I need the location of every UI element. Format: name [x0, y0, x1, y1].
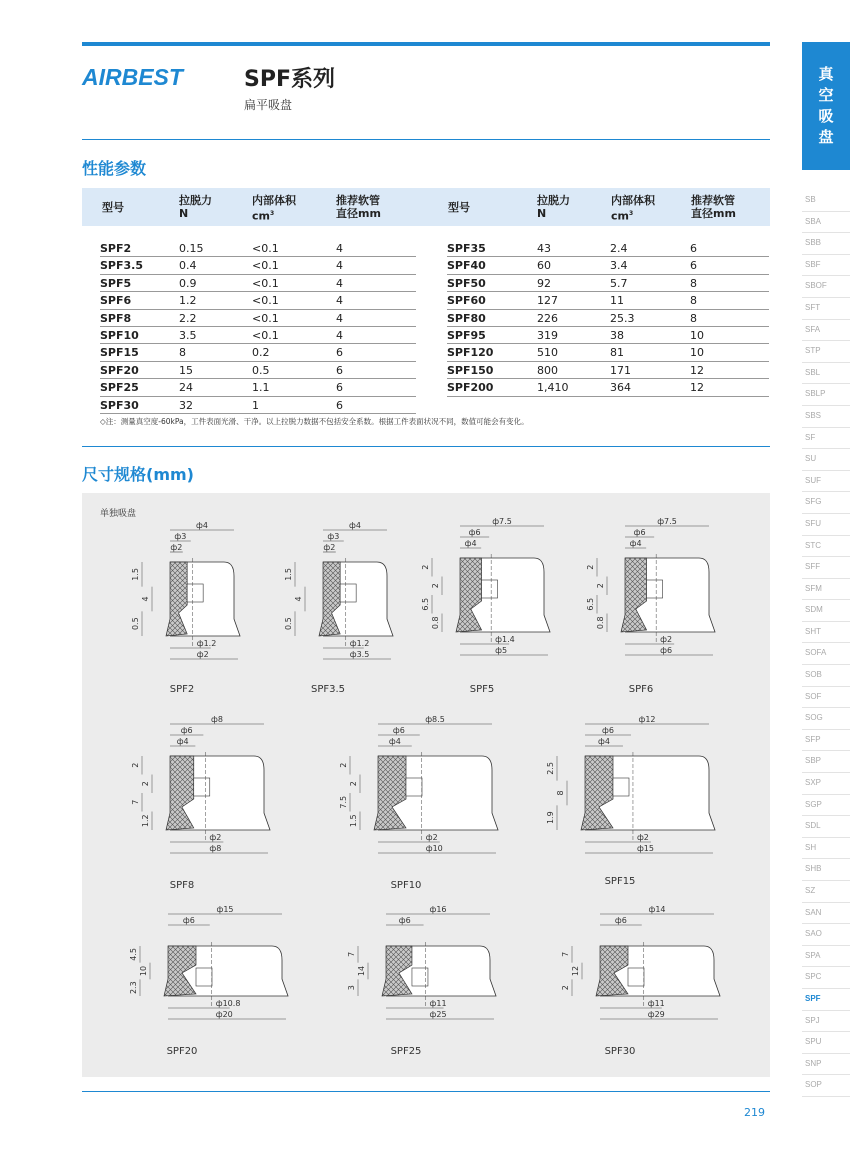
cup-drawing-svg [338, 712, 508, 872]
cell-value: 4 [336, 294, 343, 308]
cell-model: SPF40 [447, 259, 486, 273]
series-index-item[interactable]: SFP [802, 730, 850, 752]
series-index-item[interactable]: SXP [802, 773, 850, 795]
cell-model: SPF15 [100, 346, 139, 360]
cell-value: <0.1 [252, 311, 279, 325]
drawing-spf6 [585, 514, 725, 678]
dim-label: 2 [431, 583, 440, 589]
cell-value: 6 [336, 346, 343, 360]
dim-label: ф25 [429, 1010, 447, 1019]
dim-label: ф6 [392, 726, 405, 735]
drawing-label: SPF30 [604, 1046, 636, 1057]
cell-value: 10 [690, 328, 704, 342]
panel-label: 单独吸盘 [100, 509, 137, 519]
dim-label: 2 [561, 985, 570, 991]
series-index-item[interactable]: SBLP [802, 384, 850, 406]
category-tab-char: 吸 [818, 107, 834, 125]
cup-drawing-svg [130, 518, 250, 678]
cell-value: <0.1 [252, 259, 279, 273]
top-rule [82, 42, 770, 46]
cell-value: 6 [690, 242, 697, 255]
series-index-item[interactable]: STP [802, 341, 850, 363]
drawing-spf8 [130, 712, 280, 876]
dim-label: 2 [586, 564, 595, 570]
series-index-item[interactable]: SZ [802, 881, 850, 903]
cell-model: SPF6 [100, 294, 132, 308]
dim-label: ф6 [660, 646, 673, 655]
dim-label: ф2 [209, 833, 222, 842]
dim-label: 1.5 [131, 567, 140, 581]
series-index-item[interactable]: SB [802, 190, 850, 212]
dim-label: ф6 [602, 726, 614, 735]
dim-label: ф1.4 [495, 635, 515, 644]
dim-label: 10 [139, 965, 148, 977]
drawing-spf20 [128, 902, 298, 1042]
dim-label: 6.5 [421, 597, 430, 611]
col-volume: 内部体积 $cm^3$ [252, 194, 296, 223]
series-index-item[interactable]: SFF [802, 557, 850, 579]
series-index-item[interactable]: SPF [802, 989, 850, 1011]
dim-label: ф5 [495, 646, 508, 655]
cell-value: 8 [690, 294, 697, 308]
series-index-item[interactable]: SOG [802, 708, 850, 730]
dim-label: ф11 [429, 999, 447, 1008]
col-hose: 推荐软管 直径mm [691, 194, 736, 220]
series-index-item[interactable]: SBS [802, 406, 850, 428]
cell-model: SPF120 [447, 346, 494, 360]
series-index-item[interactable]: SDL [802, 816, 850, 838]
cell-value: 8 [690, 276, 697, 290]
dim-label: ф1.2 [196, 639, 217, 648]
series-index-item[interactable]: SHB [802, 859, 850, 881]
cell-value: 800 [537, 363, 558, 377]
cell-value: 0.9 [179, 276, 197, 290]
dim-label: ф2 [323, 543, 336, 552]
series-index-item[interactable]: SU [802, 449, 850, 471]
table-row [100, 240, 416, 257]
drawing-spf25 [346, 902, 506, 1042]
cell-value: 0.15 [179, 242, 204, 255]
drawing-label: SPF20 [166, 1046, 198, 1057]
dim-label: ф4 [176, 737, 189, 746]
table-row [447, 310, 769, 327]
series-index-item[interactable]: SFU [802, 514, 850, 536]
cell-value: <0.1 [252, 242, 279, 255]
table-row [447, 327, 769, 344]
cell-model: SPF60 [447, 294, 486, 308]
dim-label: 2.3 [129, 981, 138, 995]
dim-label: 1.5 [284, 567, 293, 581]
cell-value: 0.5 [252, 363, 270, 377]
cell-value: 1.1 [252, 381, 270, 395]
cell-value: 32 [179, 398, 193, 412]
cell-value: 6 [690, 259, 697, 273]
category-tab[interactable] [802, 42, 850, 170]
series-index-item[interactable]: SFG [802, 492, 850, 514]
cell-model: SPF8 [100, 311, 132, 325]
cell-value: 43 [537, 242, 551, 255]
table-row [447, 257, 769, 274]
table-row [100, 257, 416, 274]
cell-value: 4 [336, 242, 343, 255]
dim-label: 7 [561, 951, 570, 957]
drawing-label: SPF15 [604, 876, 636, 887]
table-row [100, 310, 416, 327]
dim-label: 3 [347, 985, 356, 991]
category-tab-char: 真 [818, 65, 834, 83]
series-index-item[interactable]: STC [802, 536, 850, 558]
dim-label: 1.5 [349, 814, 358, 828]
drawing-spf3.5 [283, 518, 403, 682]
drawing-label: SPF10 [390, 880, 422, 891]
table-row [447, 362, 769, 379]
dim-label: 6.5 [586, 597, 595, 611]
series-index-item[interactable]: SFT [802, 298, 850, 320]
dim-label: 14 [357, 965, 366, 977]
table-row [100, 327, 416, 344]
dim-label: ф8 [209, 844, 222, 853]
dim-label: 2 [596, 583, 605, 589]
section-title-performance: 性能参数 [82, 159, 147, 178]
dim-label: ф6 [398, 916, 411, 925]
divider [82, 1091, 770, 1092]
cell-value: <0.1 [252, 276, 279, 290]
divider [82, 446, 770, 447]
cell-value: 38 [610, 328, 624, 342]
series-index-item[interactable]: SBP [802, 751, 850, 773]
cup-drawing-svg [128, 902, 298, 1038]
table-row [100, 379, 416, 396]
cell-value: 8 [690, 311, 697, 325]
dim-label: ф8.5 [425, 715, 445, 724]
drawing-label: SPF5 [469, 684, 495, 695]
series-index-item[interactable]: SAO [802, 924, 850, 946]
dim-label: ф6 [468, 528, 481, 537]
dim-label: 0.5 [131, 617, 140, 631]
cell-value: 4 [336, 259, 343, 273]
cell-model: SPF30 [100, 398, 139, 412]
cell-model: SPF200 [447, 381, 494, 395]
drawing-label: SPF8 [169, 880, 195, 891]
dim-label: ф4 [388, 737, 401, 746]
series-index-item[interactable]: SOP [802, 1075, 850, 1097]
series-index-item[interactable]: SNP [802, 1054, 850, 1076]
table-note: ◇注：测量真空度-60kPa，工件表面光滑、干净。以上拉脱力数据不包括安全系数。根据工件表面状况不同，数值可能会有变化。 [100, 417, 529, 426]
series-index-item[interactable]: SFA [802, 320, 850, 342]
cell-value: 171 [610, 363, 631, 377]
dim-label: 0.5 [284, 617, 293, 631]
dim-label: ф2 [636, 833, 649, 842]
drawing-label: SPF3.5 [310, 684, 346, 695]
cell-value: 0.2 [252, 346, 270, 360]
dim-label: ф7.5 [492, 517, 512, 526]
series-index-item[interactable]: SBB [802, 233, 850, 255]
dim-label: ф6 [614, 916, 627, 925]
cell-value: 8 [179, 346, 186, 360]
cell-value: 127 [537, 294, 558, 308]
dim-label: ф6 [182, 916, 195, 925]
table-row [100, 344, 416, 361]
cell-value: 24 [179, 381, 193, 395]
cell-model: SPF3.5 [100, 259, 143, 273]
dim-label: ф8 [211, 715, 223, 724]
dim-label: ф14 [648, 905, 666, 914]
cup-drawing-svg [346, 902, 506, 1038]
cell-value: 4 [336, 328, 343, 342]
cell-value: 6 [336, 398, 343, 412]
dim-label: ф4 [598, 737, 610, 746]
cell-value: 2.2 [179, 311, 197, 325]
dim-label: 7.5 [339, 795, 348, 809]
cell-value: 364 [610, 381, 631, 395]
cell-model: SPF35 [447, 242, 486, 255]
dim-label: ф10.8 [215, 999, 241, 1008]
cell-model: SPF5 [100, 276, 132, 290]
dim-label: 2 [141, 781, 150, 787]
dim-label: 2 [131, 762, 140, 768]
dim-label: ф3 [174, 532, 187, 541]
dim-label: ф4 [629, 539, 642, 548]
dim-label: ф4 [196, 521, 208, 530]
cell-value: 1,410 [537, 381, 569, 395]
dim-label: ф29 [647, 1010, 665, 1019]
table-left [100, 240, 416, 414]
dim-label: ф15 [216, 905, 234, 914]
dim-label: 2.5 [546, 761, 555, 775]
dim-label: ф12 [638, 715, 656, 724]
cell-model: SPF95 [447, 328, 486, 342]
series-index-item[interactable]: SDM [802, 600, 850, 622]
series-index-item[interactable]: SBOF [802, 276, 850, 298]
page-number: 219 [744, 1106, 765, 1119]
cell-value: 0.4 [179, 259, 197, 273]
table-row [447, 292, 769, 309]
dim-label: ф10 [425, 844, 443, 853]
cell-model: SPF2 [100, 242, 132, 255]
table-row [100, 362, 416, 379]
table-row [100, 397, 416, 414]
brand-logo: AIRBEST [82, 64, 183, 90]
category-tab-char: 空 [818, 86, 834, 104]
cell-value: <0.1 [252, 294, 279, 308]
series-index-item[interactable]: SOFA [802, 643, 850, 665]
dim-label: ф3 [327, 532, 340, 541]
series-index-item[interactable]: SBA [802, 212, 850, 234]
series-index-item[interactable]: SPU [802, 1032, 850, 1054]
cell-value: 12 [690, 381, 704, 395]
table-row [447, 379, 769, 396]
cell-value: 92 [537, 276, 551, 290]
cell-value: 226 [537, 311, 558, 325]
series-index-item[interactable]: SUF [802, 471, 850, 493]
page-subtitle: 扁平吸盘 [244, 98, 293, 112]
col-volume: 内部体积 $cm^3$ [611, 194, 655, 223]
cell-value: 1 [252, 398, 259, 412]
cell-value: 81 [610, 346, 624, 360]
dim-label: ф6 [180, 726, 193, 735]
cell-value: 4 [336, 311, 343, 325]
cell-model: SPF80 [447, 311, 486, 325]
cell-value: 12 [690, 363, 704, 377]
drawing-spf10 [338, 712, 508, 876]
cell-value: 4 [336, 276, 343, 290]
dim-label: ф2 [660, 635, 673, 644]
dim-label: 0.8 [596, 616, 605, 630]
series-index-item[interactable]: SBL [802, 363, 850, 385]
dim-label: 2 [339, 762, 348, 768]
cup-drawing-svg [420, 514, 560, 674]
dim-label: 4 [294, 596, 303, 602]
drawing-label: SPF25 [390, 1046, 422, 1057]
series-index-item[interactable]: SAN [802, 903, 850, 925]
cell-value: 11 [610, 294, 624, 308]
drawing-label: SPF6 [628, 684, 654, 695]
table-right [447, 240, 769, 397]
dim-label: ф6 [633, 528, 646, 537]
series-index-item[interactable]: SGP [802, 795, 850, 817]
dim-label: ф7.5 [657, 517, 677, 526]
cell-value: <0.1 [252, 328, 279, 342]
cell-value: 2.4 [610, 242, 628, 255]
series-index-item[interactable]: SH [802, 838, 850, 860]
series-index-item[interactable]: SBF [802, 255, 850, 277]
drawing-label: SPF2 [169, 684, 195, 695]
table-row [100, 275, 416, 292]
col-model: 型号 [448, 201, 470, 214]
dim-label: ф20 [215, 1010, 233, 1019]
series-index-item[interactable]: SF [802, 428, 850, 450]
table-row [100, 292, 416, 309]
divider [82, 139, 770, 140]
col-model: 型号 [102, 201, 124, 214]
cell-model: SPF10 [100, 328, 139, 342]
dim-label: 0.8 [431, 616, 440, 630]
cell-value: 60 [537, 259, 551, 273]
drawing-spf5 [420, 514, 560, 678]
series-index-item[interactable]: SHT [802, 622, 850, 644]
drawing-spf15 [545, 712, 725, 876]
cell-value: 6 [336, 381, 343, 395]
cell-value: 10 [690, 346, 704, 360]
series-index-item[interactable]: SOF [802, 687, 850, 709]
cell-value: 5.7 [610, 276, 628, 290]
cell-value: 3.4 [610, 259, 628, 273]
cup-drawing-svg [130, 712, 280, 872]
dim-label: 4 [141, 596, 150, 602]
table-row [447, 275, 769, 292]
dim-label: ф11 [647, 999, 665, 1008]
cell-value: 25.3 [610, 311, 635, 325]
cup-drawing-svg [283, 518, 403, 678]
dim-label: 1.2 [141, 814, 150, 828]
dim-label: 1.9 [546, 811, 555, 825]
dim-label: ф16 [429, 905, 447, 914]
dim-label: ф2 [170, 543, 183, 552]
dim-label: ф4 [464, 539, 477, 548]
cell-model: SPF150 [447, 363, 494, 377]
cell-model: SPF25 [100, 381, 139, 395]
dim-label: ф1.2 [349, 639, 370, 648]
dim-label: ф4 [349, 521, 361, 530]
page-title: SPF系列 [244, 67, 335, 92]
section-title-dimensions: 尺寸规格(mm) [82, 465, 194, 484]
table-row [447, 240, 769, 257]
drawing-spf2 [130, 518, 250, 682]
dim-label: 12 [571, 965, 580, 977]
dim-label: 2 [421, 564, 430, 570]
cell-value: 15 [179, 363, 193, 377]
col-force: 拉脱力 N [537, 194, 570, 220]
series-index-item[interactable]: SPJ [802, 1011, 850, 1033]
dim-label: 2 [349, 781, 358, 787]
series-index-item[interactable]: SPA [802, 946, 850, 968]
dim-label: ф2 [425, 833, 438, 842]
cell-value: 510 [537, 346, 558, 360]
cell-model: SPF50 [447, 276, 486, 290]
cell-value: 319 [537, 328, 558, 342]
dim-label: 8 [556, 790, 565, 796]
series-index-item[interactable]: SFM [802, 579, 850, 601]
table-row [447, 344, 769, 361]
cell-model: SPF20 [100, 363, 139, 377]
cup-drawing-svg [560, 902, 730, 1038]
dim-label: ф3.5 [349, 650, 370, 659]
series-index-item[interactable]: SPC [802, 967, 850, 989]
series-index [802, 190, 850, 1097]
dim-label: ф15 [636, 844, 654, 853]
col-force: 拉脱力 N [179, 194, 212, 220]
dim-label: 7 [347, 951, 356, 957]
category-tab-char: 盘 [818, 128, 834, 146]
cell-value: 1.2 [179, 294, 197, 308]
cell-value: 3.5 [179, 328, 197, 342]
table-header [82, 188, 770, 226]
cup-drawing-svg [545, 712, 725, 872]
cup-drawing-svg [585, 514, 725, 674]
series-index-item[interactable]: SOB [802, 665, 850, 687]
dim-label: 7 [131, 799, 140, 805]
dim-label: 4.5 [129, 947, 138, 961]
col-hose: 推荐软管 直径mm [336, 194, 381, 220]
cell-value: 6 [336, 363, 343, 377]
drawing-spf30 [560, 902, 730, 1042]
dim-label: ф2 [196, 650, 209, 659]
